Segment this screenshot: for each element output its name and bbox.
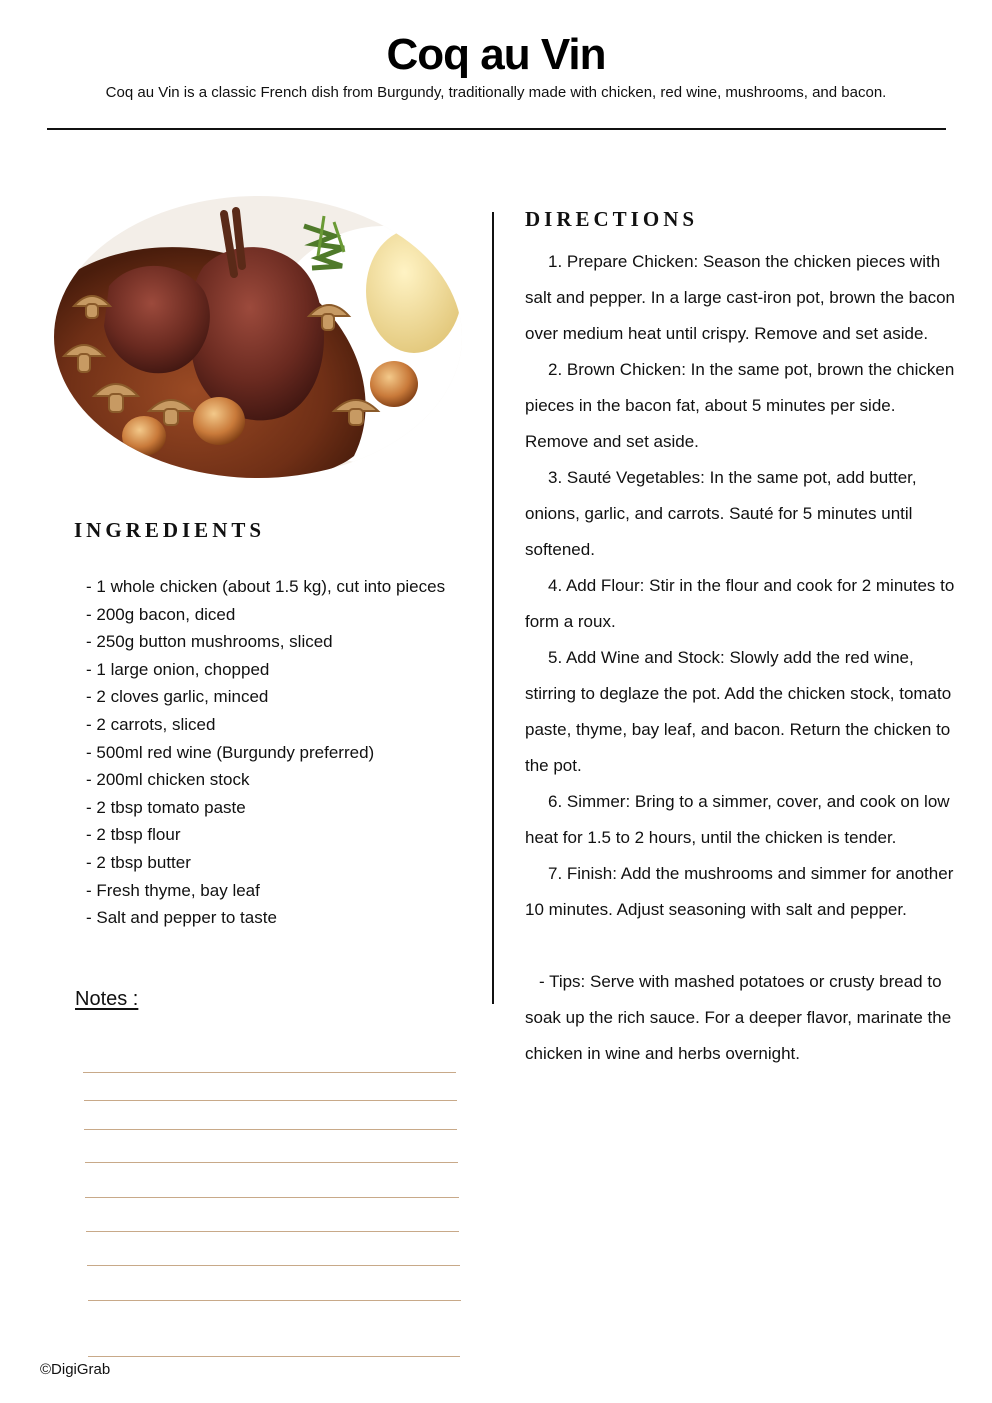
list-item: - 500ml red wine (Burgundy preferred)	[86, 739, 445, 767]
list-item: - 200g bacon, diced	[86, 601, 445, 629]
directions-heading: DIRECTIONS	[525, 207, 699, 231]
direction-step: 1. Prepare Chicken: Season the chicken pieces with salt and pepper. In a large cast-iron pot, brown the bacon over medium heat until crispy. Remove and set aside.	[525, 252, 955, 343]
list-item: - Salt and pepper to taste	[86, 904, 445, 932]
note-line[interactable]	[84, 1100, 457, 1101]
column-divider	[492, 212, 494, 1004]
page-subtitle: Coq au Vin is a classic French dish from Burgundy, traditionally made with chicken, red wine, mushrooms, and bacon.	[105, 84, 887, 101]
direction-step: 5. Add Wine and Stock: Slowly add the red wine, stirring to deglaze the pot. Add the chicken stock, tomato paste, thyme, bay leaf, and bacon. Return the chicken to the pot.	[525, 648, 952, 775]
note-line[interactable]	[88, 1300, 461, 1301]
list-item: - 2 tbsp butter	[86, 849, 445, 877]
list-item: - 1 large onion, chopped	[86, 656, 445, 684]
copyright: ©DigiGrab	[40, 1361, 111, 1378]
list-item: - 2 tbsp tomato paste	[86, 794, 445, 822]
note-line[interactable]	[86, 1231, 459, 1232]
dish-photo	[54, 196, 462, 478]
page-title: Coq au Vin	[386, 30, 606, 79]
direction-step: 3. Sauté Vegetables: In the same pot, add butter, onions, garlic, and carrots. Sauté for 5 minutes until softened.	[525, 468, 917, 559]
note-line[interactable]	[84, 1129, 457, 1130]
ingredients-heading: INGREDIENTS	[74, 518, 266, 542]
list-item: - 200ml chicken stock	[86, 766, 445, 794]
note-line[interactable]	[83, 1072, 456, 1073]
list-item: - 250g button mushrooms, sliced	[86, 628, 445, 656]
directions-body	[525, 244, 955, 1072]
list-item: - Fresh thyme, bay leaf	[86, 877, 445, 905]
notes-label: Notes :	[75, 988, 139, 1010]
direction-step: 4. Add Flour: Stir in the flour and cook for 2 minutes to form a roux.	[525, 576, 955, 631]
note-line[interactable]	[88, 1356, 460, 1357]
direction-step: 7. Finish: Add the mushrooms and simmer for another 10 minutes. Adjust seasoning with salt and pepper.	[525, 864, 954, 919]
note-line[interactable]	[85, 1162, 458, 1163]
header-divider	[47, 128, 946, 130]
list-item: - 2 tbsp flour	[86, 821, 445, 849]
list-item: - 2 cloves garlic, minced	[86, 683, 445, 711]
list-item: - 2 carrots, sliced	[86, 711, 445, 739]
list-item: - 1 whole chicken (about 1.5 kg), cut into pieces	[86, 573, 445, 601]
direction-step: 2. Brown Chicken: In the same pot, brown the chicken pieces in the bacon fat, about 5 minutes per side. Remove and set aside.	[525, 360, 955, 451]
tips-text: - Tips: Serve with mashed potatoes or crusty bread to soak up the rich sauce. For a deeper flavor, marinate the chicken in wine and herbs overnight.	[525, 972, 952, 1063]
ingredients-list	[86, 573, 445, 932]
spacer	[525, 928, 955, 964]
note-line[interactable]	[87, 1265, 460, 1266]
direction-step: 6. Simmer: Bring to a simmer, cover, and cook on low heat for 1.5 to 2 hours, until the chicken is tender.	[525, 792, 950, 847]
note-line[interactable]	[85, 1197, 459, 1198]
